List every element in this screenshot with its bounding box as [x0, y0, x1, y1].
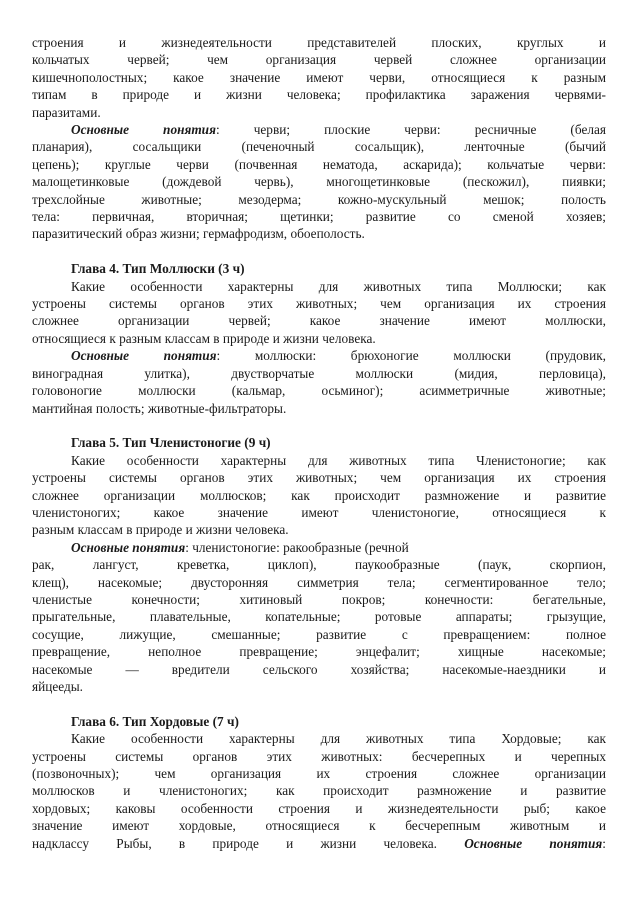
chapter-heading: Глава 5. Тип Членистоногие (9 ч) [71, 435, 271, 451]
text-line: паразитический образ жизни; гермафродизм, обоеполость. [32, 226, 365, 242]
text-line: устроены системы органов этих животных: бесчерепных и черепных [32, 748, 606, 764]
text-line: (позвоночных); чем организация их строения сложнее организации [32, 766, 606, 782]
text-line: значение имеют хордовые, относящиеся к бесчерепным животным и [32, 818, 606, 834]
key-terms-label: Основные понятия [71, 348, 217, 364]
paragraph-gap [32, 417, 606, 434]
text-line: насекомые — вредители сельского хозяйства; насекомые-наездники и [32, 661, 606, 677]
text-span: надклассу Рыбы, в природе и жизни человека. [32, 835, 465, 851]
key-terms-label: Основные понятия [71, 122, 216, 138]
text-line: тела: первичная, вторичная; щетинки; развитие со сменой хозяев; [32, 209, 606, 225]
text-span: : черви; плоские черви: ресничные (белая [215, 122, 606, 138]
text-line: Какие особенности характерны для животных типа Моллюски; как [71, 278, 606, 294]
text-line: Какие особенности характерны для животных типа Членистоногие; как [71, 452, 606, 468]
text-line [32, 347, 606, 364]
key-terms-label: Основные понятия [464, 835, 603, 851]
text-line: членистые конечности; хитиновый покров; конечности: бегательные, [32, 591, 606, 607]
text-line: рак, лангуст, креветка, циклоп), паукообразные (паук, скорпион, [32, 557, 606, 573]
text-line [32, 121, 606, 138]
paragraph-gap [32, 243, 606, 260]
text-line: яйцееды. [32, 679, 83, 694]
text-line: строения и жизнедеятельности представителей плоских, круглых и [32, 35, 606, 50]
text-line: Какие особенности характерны для животных типа Хордовые; как [71, 731, 606, 747]
text-span: : [602, 835, 606, 851]
text-line: типам в природе и жизни человека; профилактика заражения червями- [32, 87, 606, 103]
text-line: клещ), насекомые; двусторонняя симметрия тела; сегментированное тело; [32, 574, 606, 590]
text-span: : моллюски: брюхоногие моллюски (прудовик, [216, 348, 606, 364]
text-line [32, 835, 606, 852]
text-line: трехслойные животные; мезодерма; кожно-мускульный мешок; полость [32, 191, 606, 207]
text-line [32, 539, 606, 556]
chapter-heading: Глава 4. Тип Моллюски (3 ч) [71, 261, 245, 277]
text-line: сложнее организации червей; какое значение имеют моллюски, [32, 313, 606, 329]
text-line: превращение, неполное превращение; энцефалит; хищные насекомые; [32, 644, 606, 660]
text-line: относящиеся к разным классам в природе и жизни человека. [32, 330, 376, 346]
text-span: : членистоногие: ракообразные (речной [185, 539, 409, 555]
chapter-heading: Глава 6. Тип Хордовые (7 ч) [71, 713, 239, 729]
text-line: сложнее организации моллюсков; как происходит размножение и развитие [32, 487, 606, 503]
text-line: устроены системы органов этих животных; чем организация их строения [32, 470, 606, 486]
text-line: хордовых; каковы особенности строения и жизнедеятельности рыб; какое [32, 800, 606, 816]
text-line: членистоногих; какое значение имеют членистоногие, относящиеся к [32, 504, 606, 520]
text-line: мантийная полость; животные-фильтраторы. [32, 400, 287, 416]
text-line: виноградная улитка), двустворчатые моллюски (мидия, перловица), [32, 365, 606, 381]
key-terms-label: Основные понятия [71, 539, 186, 555]
text-line: кольчатых червей; чем организация червей сложнее организации [32, 52, 606, 68]
text-line: моллюсков и членистоногих; как происходит размножение и развитие [32, 783, 606, 799]
text-line: кишечнополостных; какое значение имеют черви, относящиеся к разным [32, 69, 606, 85]
text-line: устроены системы органов этих животных; чем организация их строения [32, 296, 606, 312]
text-line: прыгательные, плавательные, копательные; ротовые аппараты; грызущие, [32, 609, 606, 625]
text-line: паразитами. [32, 104, 101, 120]
text-line: сосущие, лижущие, смешанные; развитие с превращением: полное [32, 626, 606, 642]
text-line: планария), сосальщики (печеночный сосальщик), ленточные (бычий [32, 139, 606, 155]
text-line: разным классам в природе и жизни человека. [32, 522, 289, 538]
paragraph-gap [32, 695, 606, 712]
text-line: малощетинковые (дождевой червь), многощетинковые (пескожил), пиявки; [32, 174, 606, 190]
text-line: цепень); круглые черви (почвенная нематода, аскарида); кольчатые черви: [32, 156, 606, 172]
text-line: головоногие моллюски (кальмар, осьминог); асимметричные животные; [32, 383, 606, 399]
